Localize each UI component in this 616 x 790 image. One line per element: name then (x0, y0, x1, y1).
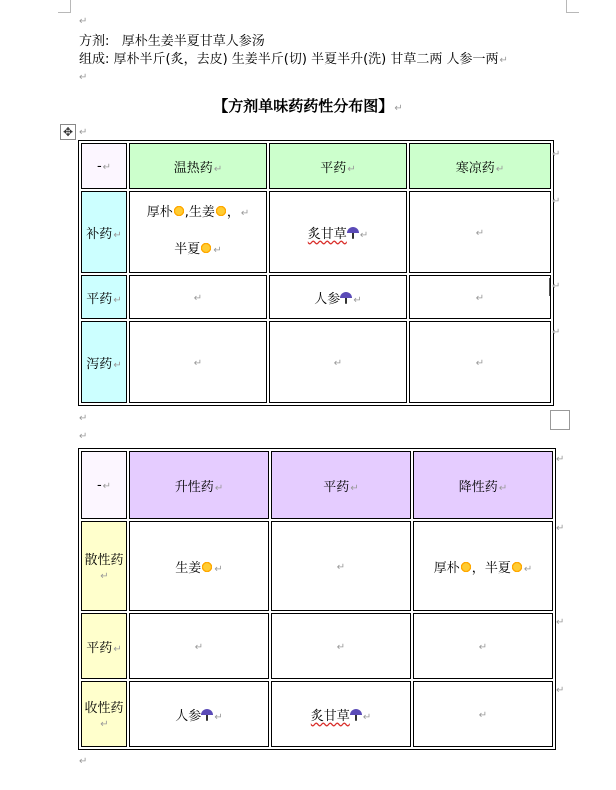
paragraph-mark: ↵ (79, 756, 88, 767)
t2-col-header-ascend: 升性药↵ (129, 451, 269, 519)
table-move-handle-icon[interactable]: ✥ (60, 124, 76, 140)
t1-cell-purge-warm: ↵ (129, 321, 267, 403)
t2-row-header-disperse: 散性药↵ (81, 521, 127, 611)
herb-name: 厚朴 (146, 205, 173, 220)
herb-name: 炙甘草 (307, 226, 347, 242)
t1-row-header-tonic: 补药↵ (81, 191, 127, 273)
t2-cell-disperse-descend: 厚朴 ，半夏 ↵ (413, 521, 553, 611)
t1-cell-purge-neutral: ↵ (269, 321, 407, 403)
t2-col-header-neutral: 平药↵ (271, 451, 411, 519)
t1-cell-tonic-cold: ↵ (409, 191, 551, 273)
herb-name: 人参 (175, 708, 202, 724)
sun-icon (173, 205, 185, 217)
sun-icon (200, 242, 212, 254)
t2-cell-neutral-descend: ↵ (413, 613, 553, 679)
herb-name: 半夏 (484, 560, 511, 576)
row-end-mark: ↵ (556, 617, 565, 628)
recipe-name: 厚朴生姜半夏甘草人参汤 (121, 34, 265, 49)
herb-name: 人参 (314, 291, 341, 307)
sun-icon (215, 205, 227, 217)
row-end-mark: ↵ (552, 327, 561, 338)
t1-row-header-neutral: 平药↵ (81, 275, 127, 319)
t1-col-header-cold: 寒凉药↵ (409, 143, 551, 189)
recipe-composition: 厚朴半斤(炙，去皮) 生姜半斤(切) 半夏半升(洗) 甘草二两 人参一两 (113, 52, 499, 67)
herb-name: 半夏 (174, 242, 201, 257)
property-table-temperature (78, 140, 554, 406)
t2-row-header-neutral: 平药↵ (81, 613, 127, 679)
t1-col-header-neutral: 平药↵ (269, 143, 407, 189)
recipe-composition-label: 组成: (79, 52, 110, 67)
t2-cell-astringe-descend: ↵ (413, 681, 553, 747)
margin-corner-top-right (566, 0, 579, 13)
paragraph-mark: ↵ (79, 72, 88, 83)
umbrella-icon (347, 227, 359, 240)
paragraph-mark: ↵ (79, 413, 88, 424)
t1-cell-tonic-warm: 厚朴 ,生姜 ，↵ 半夏 ↵ (129, 191, 267, 273)
sun-icon (460, 561, 472, 573)
recipe-name-line (79, 33, 265, 51)
t2-col-header-descend: 降性药↵ (413, 451, 553, 519)
t1-cell-purge-cold: ↵ (409, 321, 551, 403)
recipe-composition-line: 组成: 厚朴半斤(炙，去皮) 生姜半斤(切) 半夏半升(洗) 甘草二两 人参一两↵ (79, 52, 508, 67)
recipe-name-label: 方剂: (79, 34, 110, 49)
t1-cell-neutral-cold: ↵ (409, 275, 551, 319)
page-title: 【方剂单味药药性分布图】↵ (213, 97, 403, 115)
row-end-mark: ↵ (556, 685, 565, 696)
t2-cell-astringe-neutral: 炙甘草 ↵ (271, 681, 411, 747)
property-table-direction (78, 448, 556, 750)
herb-name: 厚朴 (433, 560, 460, 576)
row-end-mark: ↵ (556, 454, 565, 465)
t2-cell-astringe-ascend: 人参 ↵ (129, 681, 269, 747)
t2-cell-disperse-neutral: ↵ (271, 521, 411, 611)
umbrella-icon (350, 709, 362, 722)
t1-corner-cell: -↵ (81, 143, 127, 189)
herb-name: 生姜 (188, 205, 215, 220)
t1-cell-neutral-neutral: 人参 ↵ (269, 275, 407, 319)
t1-row-header-purge: 泻药↵ (81, 321, 127, 403)
row-end-mark: ↵ (552, 149, 561, 160)
t1-corner: - (96, 158, 102, 174)
herb-name: 生姜 (175, 560, 202, 576)
paragraph-mark: ↵ (79, 16, 88, 27)
row-end-mark: ↵ (552, 281, 561, 292)
t1-cell-neutral-warm: ↵ (129, 275, 267, 319)
text-cursor (549, 278, 550, 296)
paragraph-mark: ↵ (79, 431, 88, 442)
t2-cell-neutral-neutral: ↵ (271, 613, 411, 679)
paragraph-mark: ↵ (79, 127, 88, 138)
umbrella-icon (201, 709, 213, 722)
t1-col-header-warm: 温热药↵ (129, 143, 267, 189)
page-title-text: 【方剂单味药药性分布图】 (213, 97, 394, 115)
sun-icon (201, 561, 213, 573)
t2-corner-cell: -↵ (81, 451, 127, 519)
t2-row-header-astringe: 收性药↵ (81, 681, 127, 747)
t2-corner: - (96, 477, 102, 493)
sun-icon (511, 561, 523, 573)
t2-cell-disperse-ascend: 生姜 ↵ (129, 521, 269, 611)
t2-cell-neutral-ascend: ↵ (129, 613, 269, 679)
row-end-mark: ↵ (552, 196, 561, 207)
row-end-mark: ↵ (556, 523, 565, 534)
umbrella-icon (340, 292, 352, 305)
t1-cell-tonic-neutral: 炙甘草 ↵ (269, 191, 407, 273)
herb-name: 炙甘草 (310, 708, 350, 724)
table-resize-handle[interactable] (550, 410, 570, 430)
margin-corner-top-left (58, 0, 71, 13)
